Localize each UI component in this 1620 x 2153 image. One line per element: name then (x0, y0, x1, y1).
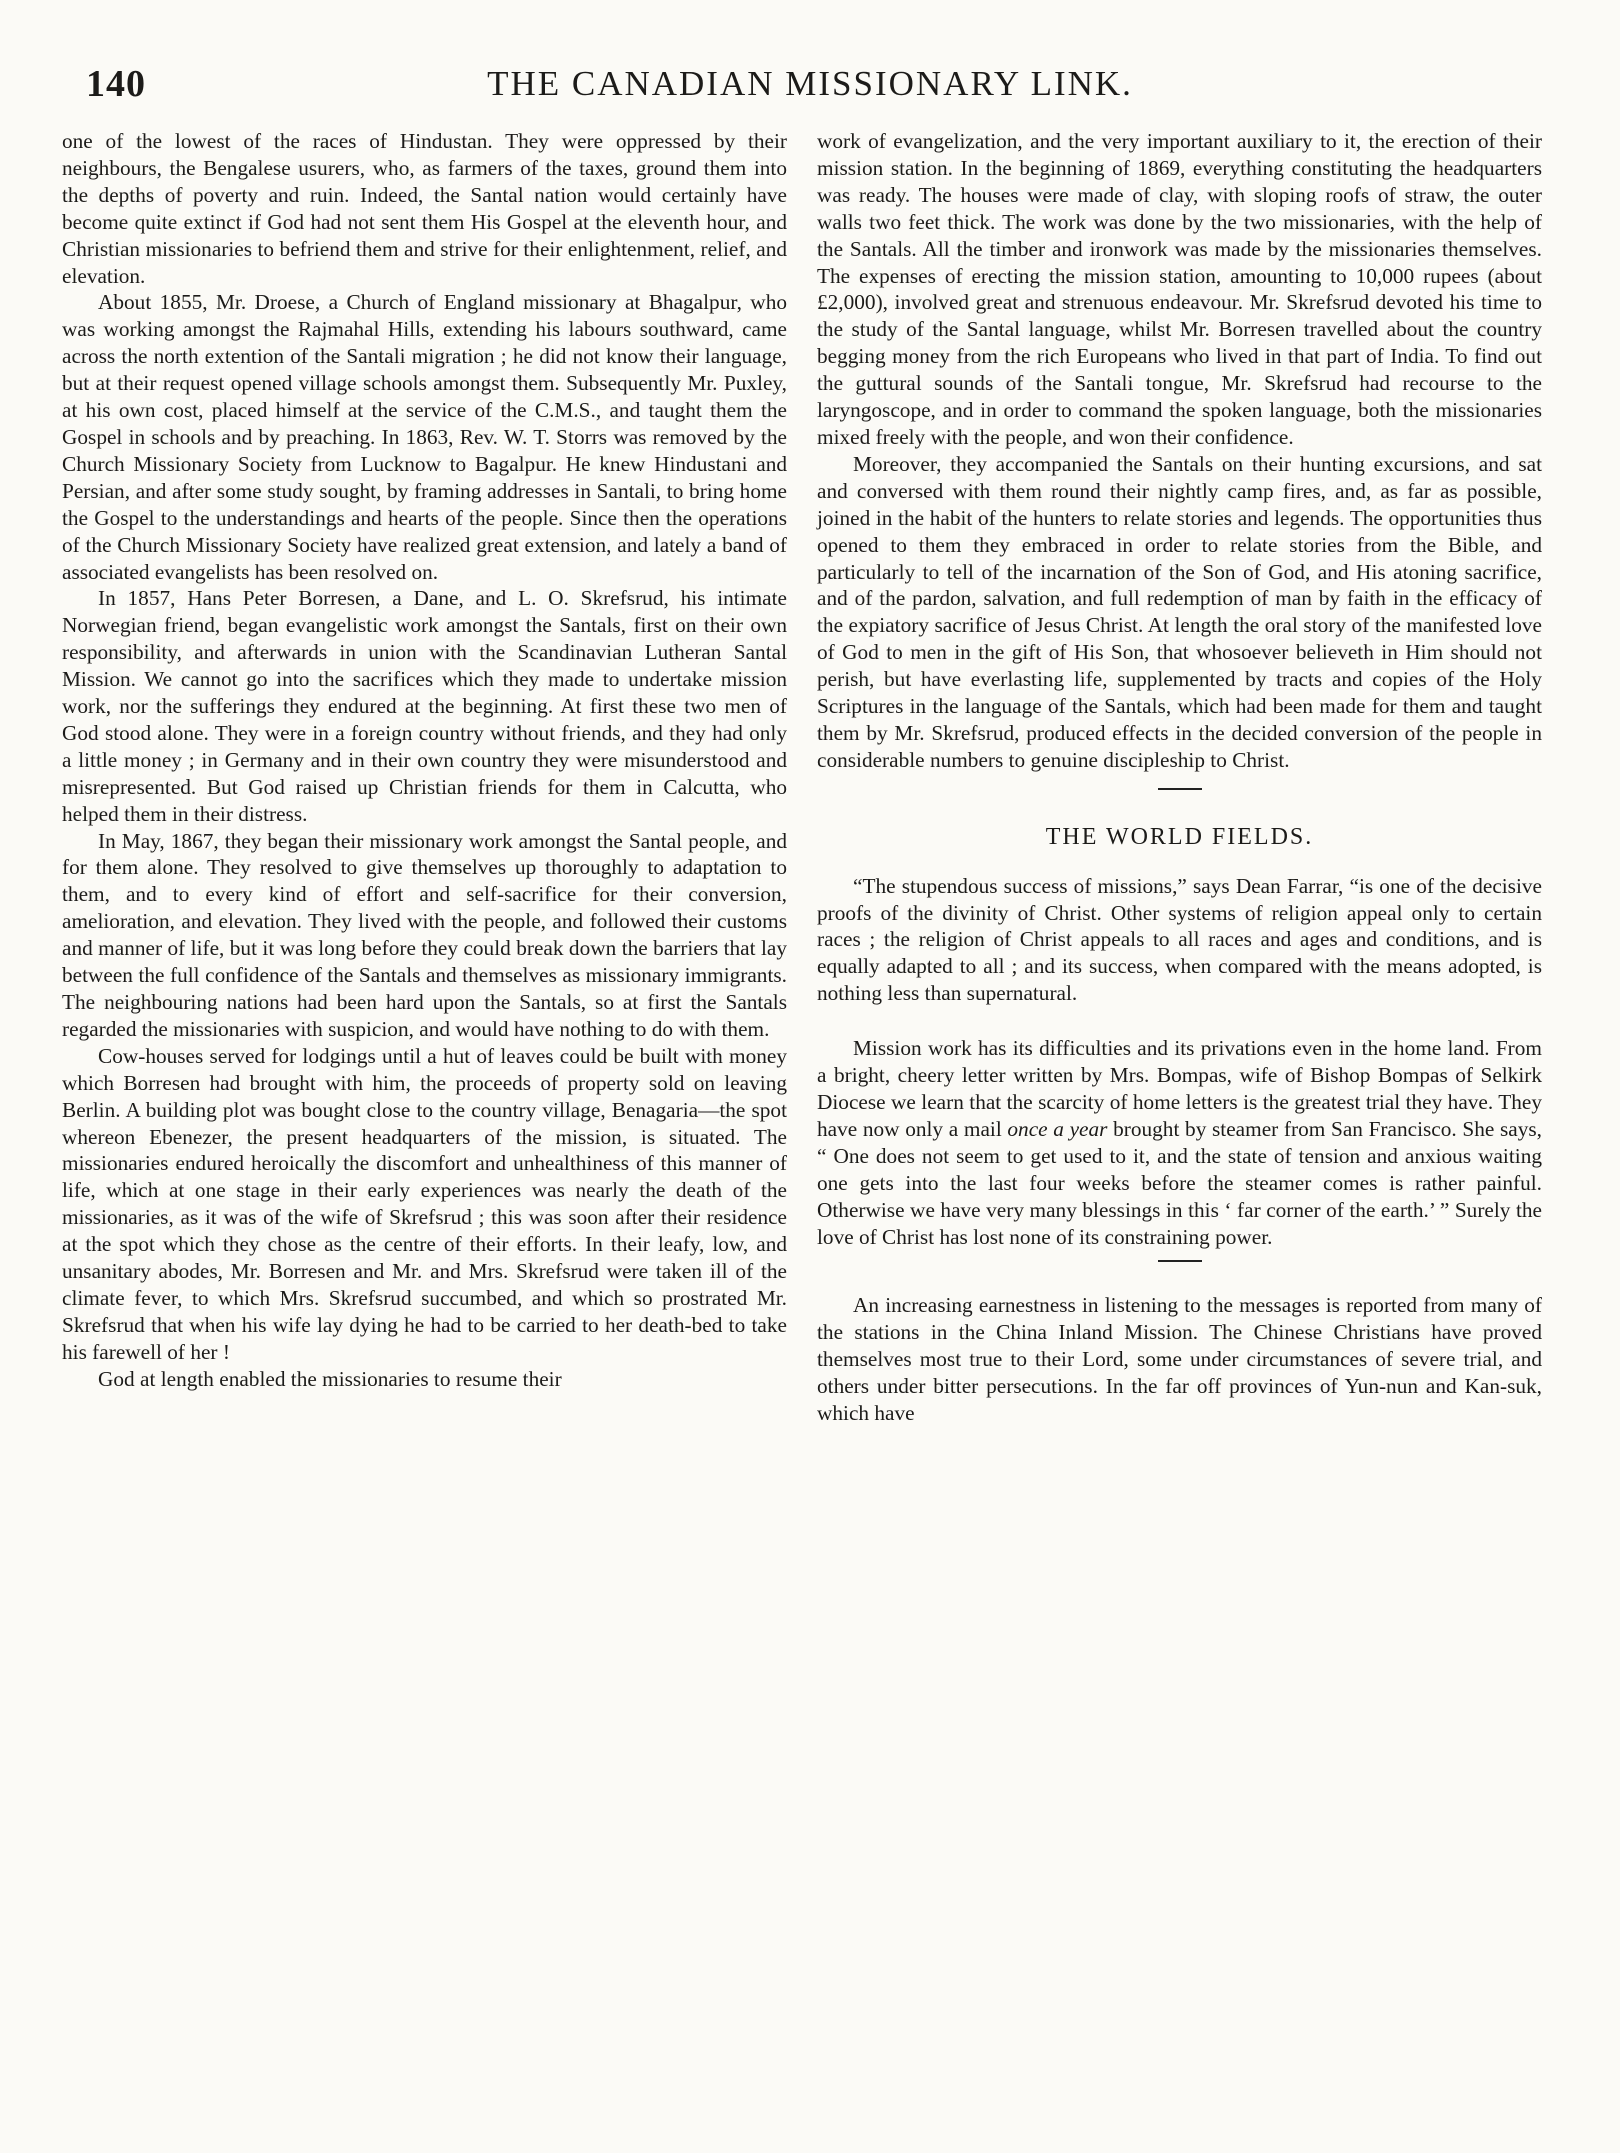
paragraph: one of the lowest of the races of Hindustan. They were oppressed by their neighbours, the Bengalese usurers, who, as farmers of the taxes, ground them into the depths of poverty and ruin. Indeed, the Santal nation would certainly have become quite extinct if God had not sent them His Gospel at the eleventh hour, and Christian missionaries to befriend them and strive for their enlightenment, relief, and elevation. (62, 129, 787, 288)
paragraph (817, 1035, 1542, 1250)
section-heading: THE WORLD FIELDS. (1045, 823, 1314, 850)
paragraph: About 1855, Mr. Droese, a Church of England missionary at Bhagalpur, who was working amongst the Rajmahal Hills, extending his labours southward, came across the north extention of the Santali migration ; he did not know their language, but at their request opened village schools amongst them. Subsequently Mr. Puxley, at his own cost, placed himself at the service of the C.M.S., and taught them the Gospel in schools and by preaching. In 1863, Rev. W. T. Storrs was removed by the Church Missionary Society from Lucknow to Bagalpur. He knew Hindustani and Persian, and after some study sought, by framing addresses in Santali, to bring home the Gospel to the understandings and hearts of the people. Since then the operations of the Church Missionary Society have realized great extension, and lately a band of associated evangelists has been resolved on. (62, 290, 787, 584)
paragraph: Cow-houses served for lodgings until a hut of leaves could be built with money which Borresen had brought with him, the proceeds of property sold on leaving Berlin. A building plot was bought close to the country village, Benagaria—the spot whereon Ebenezer, the present headquarters of the mission, is situated. The missionaries endured heroically the discomfort and unhealthiness of this manner of life, which at one stage in their early experiences was nearly the death of the missionaries, as it was of the wife of Skrefsrud ; this was soon after their residence at the spot which they chose as the centre of their efforts. In their leafy, low, and unsanitary abodes, Mr. Borresen and Mr. and Mrs. Skrefsrud were taken ill of the climate fever, to which Mrs. Skrefsrud succumbed, and which so prostrated Mr. Skrefsrud that when his wife lay dying he had to be carried to her death-bed to take his farewell of her ! (62, 1043, 787, 1364)
paragraph: “The stupendous success of missions,” says Dean Farrar, “is one of the decisive proofs of the divinity of Christ. Other systems of religion appeal only to certain races ; the religion of Christ appeals to all races and ages and conditions, and is equally adapted to all ; and its success, when compared with the means adopted, is nothing less than supernatural. (817, 873, 1542, 1006)
paragraph-text: Mission work has its difficulties and its privations even in the home land. From a bright, cheery letter written by Mrs. Bompas, wife of Bishop Bompas of Selkirk Diocese we learn that the scarcity of home letters is the greatest trial they have. They have now only a mail (817, 1036, 1542, 1141)
separator-rule (1158, 788, 1202, 790)
paragraph: An increasing earnestness in listening to the messages is reported from many of the stations in the China Inland Mission. The Chinese Christians have proved themselves most true to their Lord, some under circumstances of severe trial, and others under bitter persecutions. In the far off provinces of Yun-nun and Kan-suk, which have (817, 1293, 1542, 1426)
paragraph: work of evangelization, and the very important auxiliary to it, the erection of their mission station. In the beginning of 1869, everything constituting the headquarters was ready. The houses were made of clay, with sloping roofs of straw, the outer walls two feet thick. The work was done by the two missionaries, with the help of the Santals. All the timber and ironwork was made by the missionaries themselves. The expenses of erecting the mission station, amounting to 10,000 rupees (about £2,000), involved great and strenuous endeavour. Mr. Skrefsrud devoted his time to the study of the Santal language, whilst Mr. Borresen travelled about the country begging money from the rich Europeans who lived in that part of India. To find out the guttural sounds of the Santali tongue, Mr. Skrefsrud had recourse to the laryngoscope, and in order to command the spoken language, both the missionaries mixed freely with the people, and won their confidence. (817, 129, 1542, 449)
right-column (817, 128, 1542, 1427)
italic-phrase: once a year (1007, 1116, 1108, 1141)
page-number: 140 (86, 63, 146, 105)
paragraph-text: brought by steamer from San Francisco. She says, “ One does not seem to get used to it, and the state of tension and anxious waiting one gets into the last four weeks before the steamer comes is rather painful. Otherwise we have very many blessings in this ‘ far corner of the earth.’ ” Surely the love of Christ has lost none of its constraining power. (817, 1116, 1542, 1249)
paragraph: In 1857, Hans Peter Borresen, a Dane, and L. O. Skrefsrud, his intimate Norwegian friend, began evangelistic work amongst the Santals, first on their own responsibility, and afterwards in union with the Scandinavian Lutheran Santal Mission. We cannot go into the sacrifices which they made to undertake mission work, nor the sufferings they endured at the beginning. At first these two men of God stood alone. They were in a foreign country without friends, and they had only a little money ; in Germany and in their own country they were misunderstood and misrepresented. But God raised up Christian friends for them in Calcutta, who helped them in their distress. (62, 586, 787, 826)
paragraph: God at length enabled the missionaries to resume their (98, 1366, 562, 1391)
spacer (817, 1007, 1542, 1035)
running-title: THE CANADIAN MISSIONARY LINK. (487, 64, 1133, 103)
separator-rule (1158, 1260, 1202, 1262)
paragraph: Moreover, they accompanied the Santals on their hunting excursions, and sat and conversed with them round their nightly camp fires, and, as far as possible, joined in the habit of the hunters to relate stories and legends. The opportunities thus opened to them they embraced in order to relate stories from the Bible, and particularly to tell of the incarnation of the Son of God, and His atoning sacrifice, and of the pardon, salvation, and full redemption of man by faith in the efficacy of the expiatory sacrifice of Jesus Christ. At length the oral story of the manifested love of God to men in the gift of His Son, that whosoever believeth in Him should not perish, but have everlasting life, supplemented by tracts and copies of the Holy Scriptures in the language of the Santals, which had been made for them and taught them by Mr. Skrefsrud, produced effects in the decided conversion of the people in considerable numbers to genuine discipleship to Christ. (817, 451, 1542, 772)
page-header (60, 62, 1560, 114)
paragraph: In May, 1867, they began their missionary work amongst the Santal people, and for them alone. They resolved to give themselves up thoroughly to adaptation to them, and to every kind of effort and self-sacrifice for their conversion, amelioration, and elevation. They lived with the people, and followed their customs and manner of life, but it was long before they could break down the barriers that lay between the full confidence of the Santals and themselves as missionary immigrants. The neighbouring nations had been hard upon the Santals, so at first the Santals regarded the missionaries with suspicion, and would have nothing to do with them. (62, 828, 787, 1041)
left-column (62, 128, 787, 1393)
